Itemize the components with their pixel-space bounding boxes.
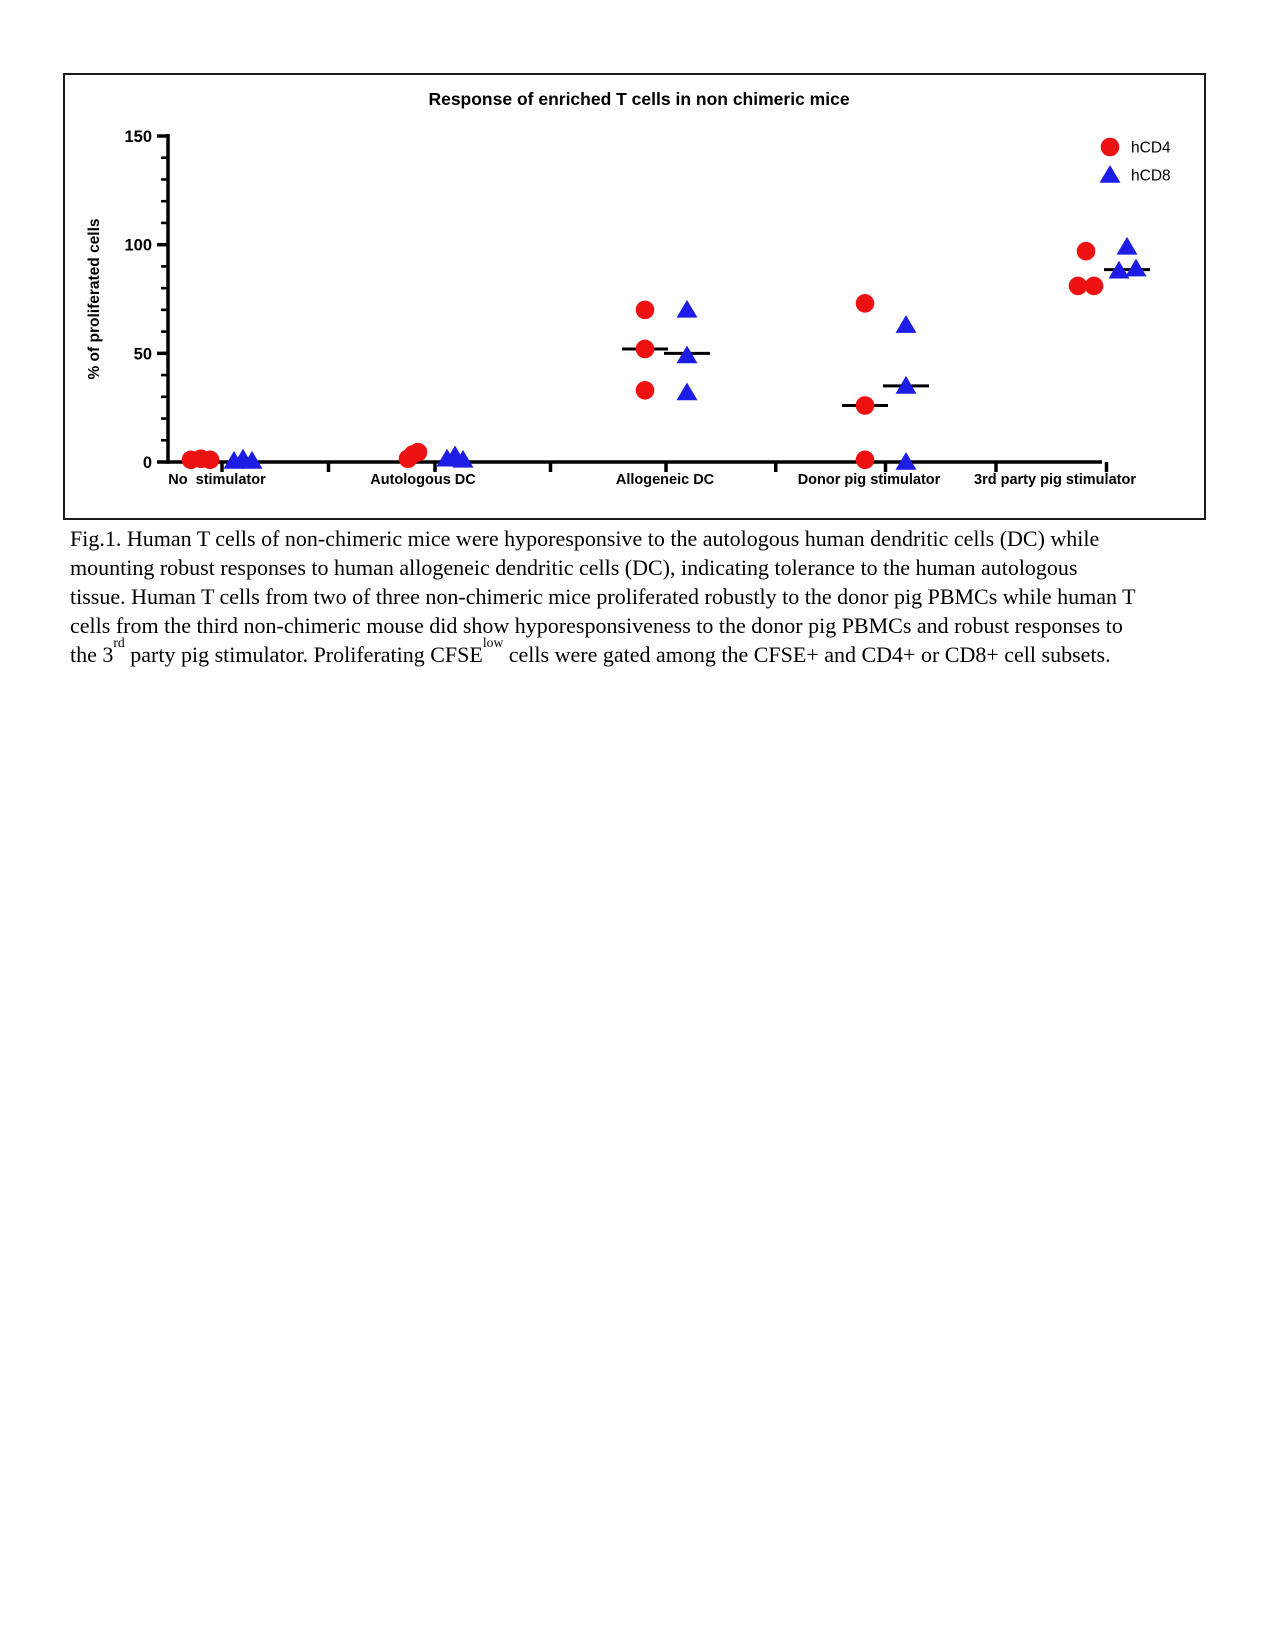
y-tick-label: 0 [142,454,152,472]
x-category-label: No stimulator [168,472,266,488]
data-point-hcd4 [404,445,423,464]
figure-frame [63,73,1206,520]
x-category-label: Allogeneic DC [615,472,715,488]
data-point-hcd8 [1126,259,1147,277]
data-point-hcd8 [677,300,698,318]
caption-superscript: low [482,634,504,650]
x-category-label: Autologous DC [370,472,476,488]
caption-text: Fig.1. Human T cells of non-chimeric mice were hyporesponsive to the autologous human dendritic cells (DC) while mounting robust responses to human allogeneic dendritic cells (DC), indicating tolerance to the human autologous tissue. Human T cells from two of three non-chimeric mice proliferated robustly to the donor pig PBMCs while human T cells from the third non-chimeric mouse did show hyporesponsiveness to the donor pig PBMCs and robust responses to the 3 [70,526,1136,667]
data-point-hcd8 [677,382,698,400]
data-point-hcd4 [636,340,655,359]
caption-text: party pig stimulator. Proliferating CFSE [124,642,483,667]
y-tick-label: 150 [124,128,152,146]
data-point-hcd4 [1069,277,1088,296]
response-chart [65,75,1200,514]
data-point-hcd8 [896,315,917,333]
chart-title: Response of enriched T cells in non chimeric mice [428,89,850,109]
legend-label-hcd4: hCD4 [1131,139,1171,157]
x-category-label: Donor pig stimulator [797,472,941,488]
legend-label-hcd8: hCD8 [1131,167,1171,185]
x-category-label: 3rd party pig stimulator [974,472,1136,488]
y-tick-label: 50 [133,345,152,364]
data-point-hcd4 [1085,277,1104,296]
data-point-hcd4 [636,301,655,320]
data-point-hcd4 [856,396,875,415]
figure-caption [70,524,1138,669]
legend-marker-hcd8 [1100,165,1121,183]
y-axis-label: % of proliferated cells [86,218,103,380]
legend-marker-hcd4 [1101,138,1120,157]
data-point-hcd4 [636,381,655,400]
y-tick-label: 100 [124,236,152,255]
data-point-hcd4 [1077,242,1096,261]
caption-text: cells were gated among the CFSE+ and CD4+ or CD8+ cell subsets. [503,642,1111,667]
data-point-hcd8 [1117,237,1138,255]
data-point-hcd4 [201,451,220,470]
data-point-hcd4 [856,451,875,470]
data-point-hcd4 [856,294,875,313]
caption-superscript: rd [113,634,125,650]
